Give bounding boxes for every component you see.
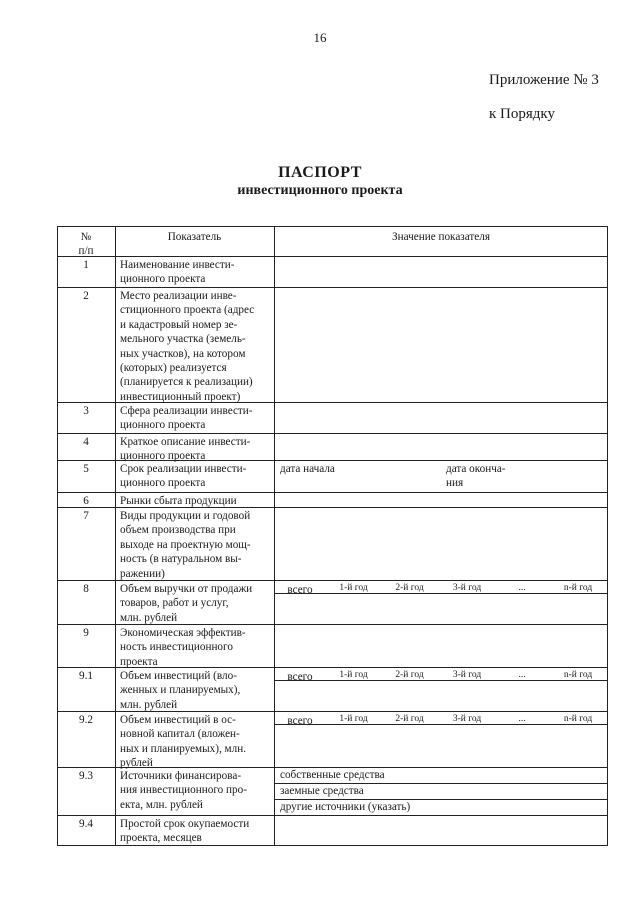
row-number: 6 — [83, 495, 89, 507]
column-divider-indicator — [274, 226, 275, 846]
document-subtitle: инвестиционного проекта — [237, 183, 403, 198]
row-divider — [57, 492, 608, 493]
row-number: 9.4 — [79, 818, 93, 830]
row-indicator-text: ния инвестиционного про- — [120, 784, 247, 797]
row-indicator-text: ных и планируемых), млн. — [120, 742, 247, 755]
row-indicator-text: ность (в натуральном вы- — [120, 553, 242, 566]
row-divider — [57, 256, 608, 257]
year-label: n-й год — [563, 714, 593, 724]
row-indicator-text: Виды продукции и годовой — [120, 510, 251, 522]
row-indicator-text: и кадастровый номер зе- — [120, 318, 238, 331]
date-end-label: дата оконча- — [446, 463, 506, 475]
row-indicator-text: ционного проекта — [120, 450, 206, 463]
row-indicator-text: ных участков), на котором — [120, 347, 246, 360]
year-label: 2-й год — [395, 670, 424, 680]
row-number: 3 — [83, 405, 89, 417]
year-label: 1-й год — [339, 714, 368, 724]
row-indicator-text: рублей — [120, 757, 153, 770]
financing-source-label: заемные средства — [280, 785, 364, 797]
row-indicator-text: ционного проекта — [120, 419, 206, 432]
row-indicator-text: Объем выручки от продажи — [120, 583, 253, 595]
year-label: n-й год — [563, 670, 593, 680]
row-indicator-text: новной капитал (вложен- — [120, 728, 240, 741]
row-number: 1 — [83, 259, 89, 271]
row-indicator-text: объем производства при — [120, 524, 236, 537]
row-indicator-text: Простой срок окупаемости — [120, 818, 250, 830]
row-indicator-text: инвестиционный проект) — [120, 390, 241, 403]
appendix-reference: к Порядку — [489, 106, 555, 122]
row-number: 9.3 — [79, 770, 93, 782]
column-divider-number — [115, 226, 116, 846]
row-indicator-text: Экономическая эффектив- — [120, 627, 246, 639]
row-indicator-text: млн. рублей — [120, 611, 178, 624]
row-indicator-text: Источники финансирова- — [120, 770, 242, 782]
financing-source-label: собственные средства — [280, 769, 385, 781]
year-label: 1-й год — [339, 670, 368, 680]
header-number: № — [80, 231, 92, 243]
year-label: ... — [518, 583, 526, 593]
row-indicator-text: Объем инвестиций (вло- — [120, 670, 237, 682]
row-indicator-text: млн. рублей — [120, 698, 178, 711]
row-number: 9.1 — [79, 670, 93, 682]
row-number: 2 — [83, 290, 89, 302]
row-divider — [57, 815, 608, 816]
row-indicator-text: проекта — [120, 655, 158, 668]
row-indicator-text: Сфера реализации инвести- — [120, 405, 253, 417]
header-value: Значение показателя — [392, 231, 490, 243]
appendix-number: Приложение № 3 — [489, 72, 599, 88]
row-indicator-text: женных и планируемых), — [120, 684, 241, 697]
row-indicator-text: Место реализации инве- — [120, 290, 237, 302]
row-indicator-text: выходе на проектную мощ- — [120, 538, 251, 551]
row-number: 4 — [83, 436, 89, 448]
page-number: 16 — [313, 30, 327, 45]
header-indicator: Показатель — [167, 231, 222, 243]
row-indicator-text: стиционного проекта (адрес — [120, 304, 255, 317]
date-start-label: дата начала — [280, 463, 335, 475]
year-label: 2-й год — [395, 583, 424, 593]
row-indicator-text: Срок реализации инвести- — [120, 463, 247, 475]
row-number: 7 — [83, 510, 89, 522]
row-indicator-text: ражении) — [120, 567, 165, 580]
row-number: 5 — [83, 463, 89, 475]
row-indicator-text: Объем инвестиций в ос- — [120, 714, 236, 726]
header-number-sub: п/п — [78, 245, 94, 257]
row-indicator-text: ционного проекта — [120, 273, 206, 286]
year-label: ... — [518, 714, 526, 724]
row-indicator-text: товаров, работ и услуг, — [120, 597, 229, 610]
row-divider — [57, 433, 608, 434]
row-number: 9.2 — [79, 714, 93, 726]
row-indicator-text: мельного участка (земель- — [120, 333, 246, 346]
row-indicator-text: екта, млн. рублей — [120, 798, 203, 811]
date-end-label-cont: ния — [446, 477, 464, 490]
year-total-label: всего — [287, 715, 313, 727]
year-label: 2-й год — [395, 714, 424, 724]
row-indicator-text: ность инвестиционного — [120, 641, 233, 654]
row-number: 9 — [83, 627, 89, 639]
year-label: 3-й год — [452, 670, 482, 680]
row-number: 8 — [83, 583, 89, 595]
row-indicator-text: Наименование инвести- — [120, 259, 235, 271]
document-title: ПАСПОРТ — [278, 164, 362, 181]
year-label: 1-й год — [339, 583, 368, 593]
year-total-label: всего — [287, 584, 313, 596]
year-label: 3-й год — [452, 583, 482, 593]
row-indicator-text: Рынки сбыта продукции — [120, 495, 237, 507]
year-label: n-й год — [563, 583, 593, 593]
row-indicator-text: (которых) реализуется — [120, 362, 227, 374]
financing-source-label: другие источники (указать) — [280, 801, 411, 813]
row-indicator-text: проекта, месяцев — [120, 832, 202, 845]
row-indicator-text: Краткое описание инвести- — [120, 436, 251, 448]
year-label: ... — [518, 670, 526, 680]
row-divider — [57, 287, 608, 288]
row-indicator-text: (планируется к реализации) — [120, 376, 253, 389]
year-label: 3-й год — [452, 714, 482, 724]
row-indicator-text: ционного проекта — [120, 477, 206, 490]
year-total-label: всего — [287, 671, 313, 683]
